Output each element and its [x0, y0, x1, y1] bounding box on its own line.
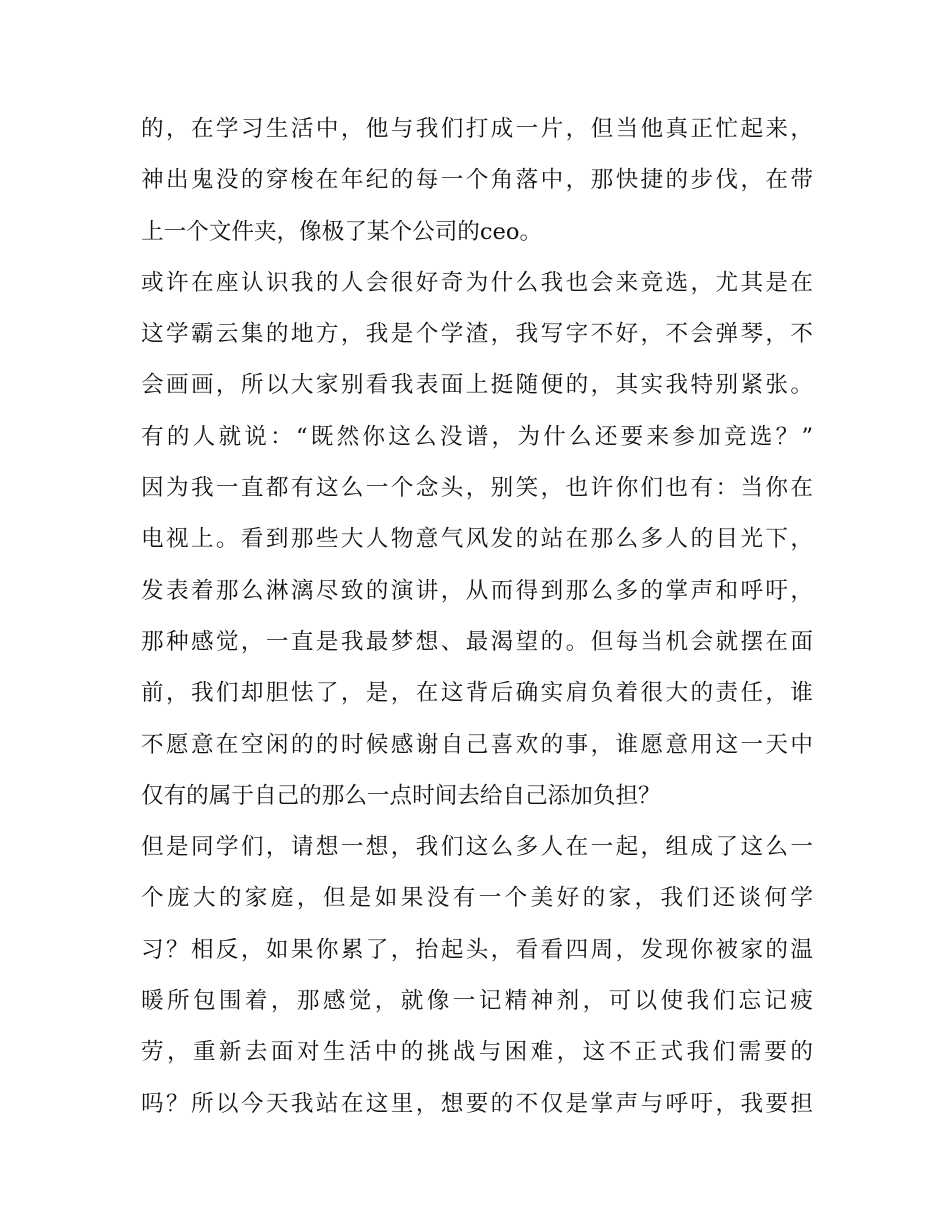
text-line: 这学霸云集的地方，我是个学渣，我写字不好，不会弹琴，不	[141, 321, 813, 348]
text-line: 习？相反，如果你累了，抬起头，看看四周，发现你被家的温	[141, 936, 813, 963]
text-line: 发表着那么淋漓尽致的演讲，从而得到那么多的掌声和呼吁，	[141, 577, 813, 604]
text-line: 前，我们却胆怯了，是，在这背后确实肩负着很大的责任，谁	[141, 680, 813, 707]
text-line: 但是同学们，请想一想，我们这么多人在一起，组成了这么一	[141, 834, 813, 861]
text-line: 上一个文件夹，像极了某个公司的ceo。	[141, 218, 543, 245]
text-line: 不愿意在空闲的的时候感谢自己喜欢的事，谁愿意用这一天中	[141, 731, 813, 758]
text-line: 个庞大的家庭，但是如果没有一个美好的家，我们还谈何学	[141, 885, 813, 912]
text-line: 有的人就说：“既然你这么没谱，为什么还要来参加竞选？”	[141, 423, 813, 450]
text-line: 仅有的属于自己的那么一点时间去给自己添加负担？	[141, 782, 661, 809]
text-line: 因为我一直都有这么一个念头，别笑，也许你们也有：当你在	[141, 475, 813, 502]
text-line: 或许在座认识我的人会很好奇为什么我也会来竞选，尤其是在	[141, 269, 813, 296]
text-line: 神出鬼没的穿梭在年纪的每一个角落中，那快捷的步伐，在带	[141, 167, 813, 194]
text-line: 劳，重新去面对生活中的挑战与困难，这不正式我们需要的	[141, 1039, 813, 1066]
text-line: 的，在学习生活中，他与我们打成一片，但当他真正忙起来，	[141, 116, 813, 142]
text-line: 吗？所以今天我站在这里，想要的不仅是掌声与呼吁，我要担	[141, 1090, 813, 1117]
text-line: 电视上。看到那些大人物意气风发的站在那么多人的目光下，	[141, 526, 813, 553]
text-line: 那种感觉，一直是我最梦想、最渴望的。但每当机会就摆在面	[141, 628, 813, 655]
text-line: 会画画，所以大家别看我表面上挺随便的，其实我特别紧张。	[141, 372, 813, 399]
body-text	[141, 104, 813, 1130]
text-line: 暖所包围着，那感觉，就像一记精神剂，可以使我们忘记疲	[141, 988, 813, 1015]
